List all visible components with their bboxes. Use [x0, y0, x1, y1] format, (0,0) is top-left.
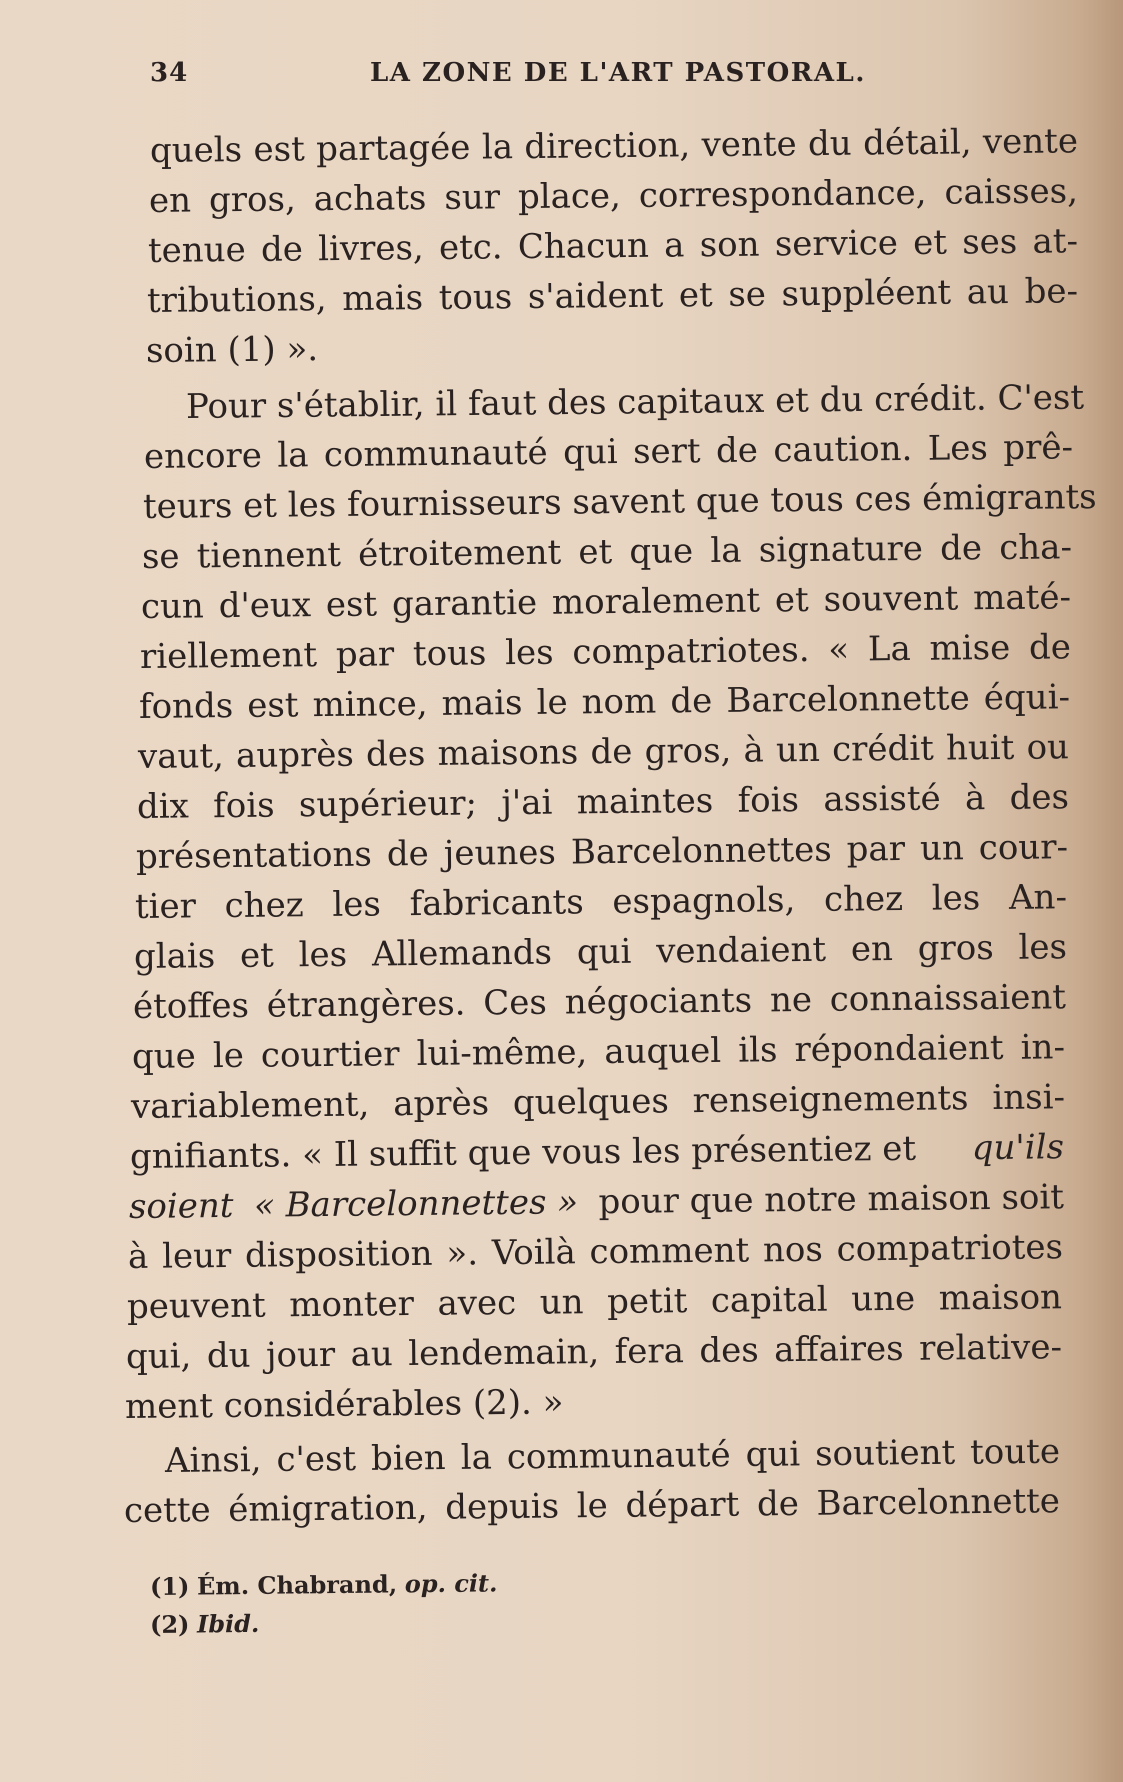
text-line: que le courtier lui-même, auquel ils répondaient in- — [131, 1027, 1066, 1077]
text-line: peuvent monter avec un petit capital une maison — [126, 1277, 1063, 1327]
text-line: variablement, après quelques renseignements insi- — [130, 1077, 1066, 1127]
text-line: quels est partagée la direction, vente du détail, vente — [149, 121, 1079, 171]
text-line: à leur disposition ». Voilà comment nos compatriotes — [127, 1227, 1064, 1277]
text-line: dix fois supérieur; j'ai maintes fois assisté à des — [136, 777, 1070, 827]
text-line: cun d'eux est garantie moralement et souvent maté- — [140, 577, 1072, 627]
text-line: tenue de livres, etc. Chacun a son service et ses at- — [147, 221, 1079, 271]
italic-text-segment: « Barcelonnettes » — [253, 1182, 579, 1226]
footnotes — [150, 1568, 750, 1644]
text-line: présentations de jeunes Barcelonnettes par un cour- — [135, 827, 1069, 877]
text-line: Ainsi, c'est bien la communauté qui soutient toute — [164, 1431, 1061, 1481]
italic-text-segment: soient — [128, 1185, 234, 1227]
italic-text-segment: qu'ils — [971, 1127, 1065, 1169]
text-line-mixed — [129, 1174, 1064, 1230]
text-line: soin (1) ». — [145, 329, 319, 371]
footnote — [150, 1562, 750, 1606]
text-segment: pour que notre maison soit — [598, 1177, 1065, 1223]
page-header — [150, 58, 1070, 98]
page-number: 34 — [150, 58, 189, 88]
footnote-author: Ém. Chabrand, — [196, 1569, 398, 1601]
text-segment: gnifiants. « Il suffit que vous les présentiez et — [129, 1128, 917, 1177]
footnote-ref: (2) — [149, 1609, 190, 1639]
text-line: en gros, achats sur place, correspondance, caisses, — [148, 171, 1079, 221]
footnote-ref: (1) — [149, 1571, 190, 1601]
text-line: cette émigration, depuis le départ de Barcelonnette — [123, 1481, 1061, 1531]
text-line: tier chez les fabricants espagnols, chez les An- — [134, 877, 1068, 927]
text-line: Pour s'établir, il faut des capitaux et du crédit. C'est — [185, 377, 1085, 427]
text-line: encore la communauté qui sert de caution. Les prê- — [143, 427, 1074, 477]
text-line: glais et les Allemands qui vendaient en gros les — [133, 927, 1068, 977]
text-line: vaut, auprès des maisons de gros, à un crédit huit ou — [137, 727, 1070, 777]
running-title: LA ZONE DE L'ART PASTORAL. — [370, 58, 866, 88]
text-line: teurs et les fournisseurs savent que tous ces émigrants — [142, 477, 1097, 527]
text-line: qui, du jour au lendemain, fera des affaires relative- — [125, 1327, 1063, 1377]
text-line-mixed — [130, 1124, 1064, 1180]
text-line: fonds est mince, mais le nom de Barcelonnette équi- — [138, 677, 1071, 727]
text-line: se tiennent étroitement et que la signature de cha- — [141, 527, 1073, 577]
footnote — [150, 1600, 750, 1644]
footnote-work: op. cit. — [404, 1568, 498, 1599]
footnote-work: Ibid. — [196, 1608, 260, 1639]
text-line: riellement par tous les compatriotes. « La mise de — [139, 627, 1072, 677]
text-line: ment considérables (2). » — [124, 1382, 564, 1427]
text-line: étoffes étrangères. Ces négociants ne connaissaient — [132, 977, 1067, 1027]
text-line: tributions, mais tous s'aident et se suppléent au be- — [146, 271, 1079, 321]
